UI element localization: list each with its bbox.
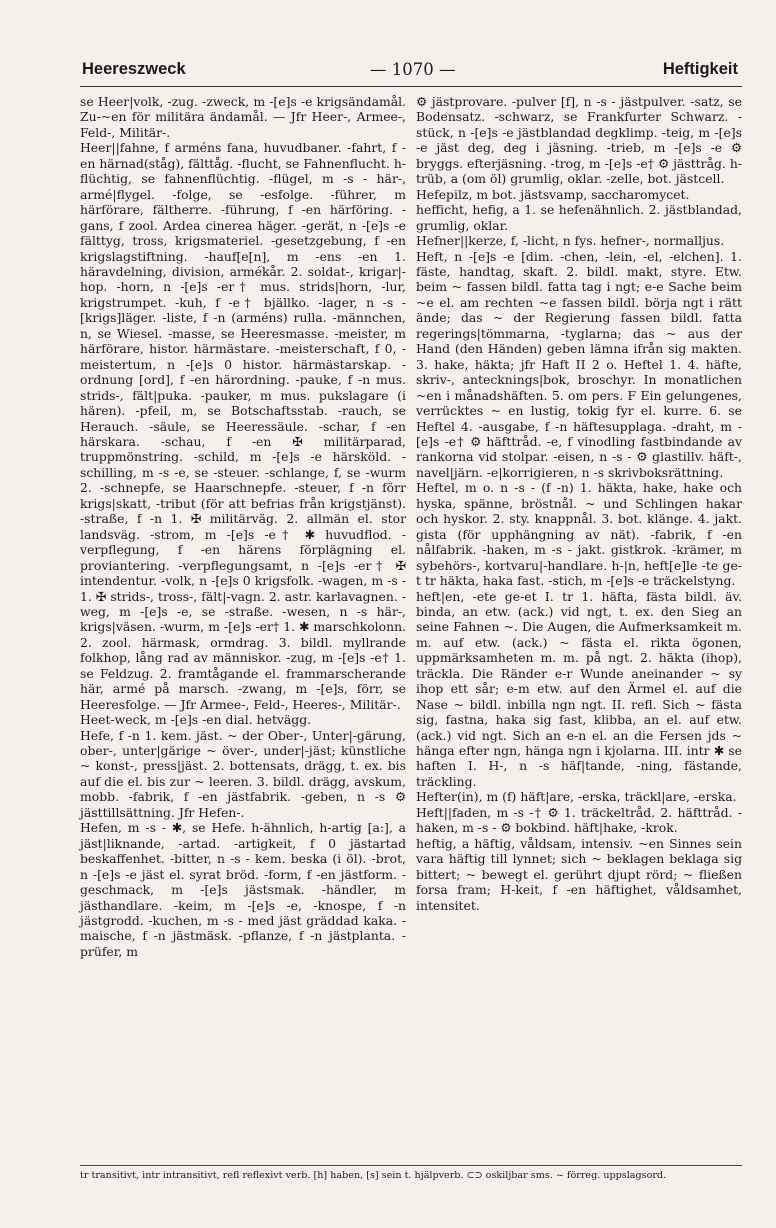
entry-block: Heer||fahne, f arméns fana, huvudbaner. -fahrt, f -en härnad(ståg), fälttåg. -flucht, se Fahnenflucht. h-flüchtig, se fahnenflüchtig. -flügel, m -s - här-, armé|flygel. -folge, se -esfolge. -führer, m härförare, fältherre. -führung, f -en härföring. -gans, f zool. Ardea cinerea häger. -gerät, n -[e]s -e fälttyg, tross, krigsmateriel. -gesetzgebung, f -en krigslagstiftning. -hauf[e[n], m -ens -en 1. häravdelning, division, armékår. 2. soldat-, krigar|-hop. -horn, n -[e]s -er† mus. strids|horn, -lur, krigstrumpet. -kuh, f -e† bjällko. -lager, n -s - [krigs]läger. -liste, f -n (arméns) rulla. -männchen, n, se Wiesel. -masse, se Heeresmasse. -meister, m härförare, histor. härmästare. -meisterschaft, f 0, -meistertum, n -[e]s 0 histor. härmästarskap. -ordnung [ord], f -en härordning. -pauke, f -n mus. strids-, fält|puka. -pauker, m mus. pukslagare (i hären). -pfeil, m, se Botschaftsstab. -rauch, se Herauch. -säule, se Heeressäule. -schar, f -en härskara. -schau, f -en ✠ militärparad, truppmönstring. -schild, m -[e]s -e härsköld. -schilling, m -s -e, se -steuer. -schlange, f, se -wurm 2. -schnepfe, se Haarschnepfe. -steuer, f -n förr krigs|skatt, -tribut (för att befrias från krigstjänst). -straße, f -n 1. ✠ militärväg. 2. allmän el. stor landsväg. -strom, m -[e]s -e† ✱ huvudflod. -verpflegung, f -en härens förplägning el. proviantering. -verpflegungsamt, n -[e]s -er† ✠ intendentur. -volk, n -[e]s 0 krigsfolk. -wagen, m -s - 1. ✠ strids-, tross-, fält|-vagn. 2. astr. karlavagnen. -weg, m -[e]s -e, se -straße. -wesen, n -s här-, krigs|väsen. -wurm, m -[e]s -er† 1. ✱ marschkolonn. 2. zool. härmask, ormdrag. 3. bildl. myllrande folkhop, lång rad av människor. -zug, m -[e]s -e† 1. se Feldzug. 2. framtågande el. frammarscherande här, armé på marsch. -zwang, m -[e]s, förr, se Heeresfolge. — Jfr Armee-, Feld-, Heeres-, Militär-. — [80, 140, 406, 712]
header-rule — [80, 86, 742, 87]
entry-block: Heftel, m o. n -s - (f -n) 1. häkta, hake, hake och hyska, spänne, bröstnål. ~ und Schlingen hakar och hyskor. 2. sty. knappnål. 3. bot. klänge. 4. jakt. gista (för upphängning av nät). -fabrik, f -en nålfabrik. -haken, m -s - jakt. gistkrok. -krämer, m sybehörs-, kortvaru|-handlare. h-|n, heft[e]le -te ge-t tr häkta, haka fast. -stich, m -[e]s -e träckelstyng. — [416, 480, 742, 589]
right-column — [416, 94, 742, 959]
entry-block: ⚙ jästprovare. -pulver [f], n -s - jästpulver. -satz, se Bodensatz. -schwarz, se Frankfurter Schwarz. -stück, n -[e]s -e jästblandad degklimp. -teig, m -[e]s -e jäst deg, deg i jäsning. -trieb, m -[e]s -e ⚙ bryggs. efterjäsning. -trog, m -[e]s -e† ⚙ jästtråg. h-trüb, a (om öl) grumlig, oklar. -zelle, bot. jästcell. — [416, 94, 742, 187]
entry-block: se Heer|volk, -zug. -zweck, m -[e]s -e krigsändamål. Zu-~en för militära ändamål. — Jfr Heer-, Armee-, Feld-, Militär-. — [80, 94, 406, 140]
entry-columns — [80, 94, 742, 959]
header-left-guideword: Heereszweck — [82, 60, 186, 78]
entry-block: Hefen, m -s - ✱, se Hefe. h-ähnlich, h-artig [a:], a jäst|liknande, -artad. -artigkeit, f 0 jästartad beskaffenhet. -bitter, n -s - kem. beska (i öl). -brot, n -[e]s -e jäst el. syrat bröd. -form, f -en jästform. -geschmack, m -[e]s jästsmak. -händler, m jästhandlare. -keim, m -[e]s -e, -knospe, f -n jästgrodd. -kuchen, m -s - med jäst gräddad kaka. -maische, f -n jästmäsk. -pflanze, f -n jästplanta. -prüfer, m — [80, 820, 406, 959]
entry-block: heft|en, -ete ge-et I. tr 1. häfta, fästa bildl. äv. binda, an etw. (ack.) vid ngt, t. ex. den Sieg an seine Fahnen ~. Die Augen, die Aufmerksamkeit m. m. auf etw. (ack.) ~ fästa el. rikta ögonen, uppmärksamheten m. m. på ngt. 2. häkta (ihop), träckla. Die Ränder e-r Wunde aneinander ~ sy ihop ett sår; e-m etw. auf den Ärmel el. auf die Nase ~ bildl. inbilla ngn ngt. II. refl. Sich ~ fästa sig, fastna, haka sig fast, klibba, an el. auf etw. (ack.) vid ngt. Sich an e-n el. an die Fersen jds ~ hänga efter ngn, hänga ngn i kjolarna. III. intr ✱ se haften I. H-, n -s häf|tande, -ning, fästande, träckling. — [416, 588, 742, 789]
entry-block: hefficht, hefig, a 1. se hefenähnlich. 2. jästblandad, grumlig, oklar. — [416, 202, 742, 233]
page-number: — 1070 — — [370, 60, 456, 79]
left-column — [80, 94, 406, 959]
entry-block: Heet-weck, m -[e]s -en dial. hetvägg. — [80, 712, 312, 728]
entry-block: Hefepilz, m bot. jästsvamp, saccharomycet. — [416, 186, 690, 202]
entry-block: Heft, n -[e]s -e [dim. -chen, -lein, -el, -elchen]. 1. fäste, handtag, skaft. 2. bildl. makt, styre. Etw. beim ~ fassen bildl. fatta tag i ngt; e-e Sache beim ~e el. am rechten ~e fassen bildl. börja ngt i rätt ände; das ~ der Regierung fassen bildl. fatta regerings|tömmarna, -tyglarna; das ~ aus der Hand (den Händen) geben lämna ifrån sig makten. 3. hake, häkta; jfr Haft II 2 o. Heftel 1. 4. häfte, skriv-, antecknings|bok, broschyr. In monatlichen ~en i månadshäften. 5. om pers. F Ein gelungenes, verrücktes ~ en lustig, tokig fyr el. kurre. 6. se Heftel 4. -ausgabe, f -n häftesupplaga. -draht, m -[e]s -e† ⚙ häfttråd. -e, f vinodling fastbindande av rankorna vid stolpar. -eisen, n -s - ⚙ glastillv. häft-, navel|järn. -e|korrigieren, n -s skrivboksrättning. — [416, 248, 742, 480]
page-header — [80, 52, 742, 86]
abbreviation-footer: tr transitivt, intr intransitivt, refl reflexivt verb. [h] haben, [s] sein t. hjälpverb. ⊂⊃ oskiljbar sms. ~ förreg. uppslagsord. — [80, 1170, 667, 1181]
entry-block: Hefner||kerze, f, -licht, n fys. hefner-, normalljus. — [416, 233, 725, 249]
entry-block: heftig, a häftig, våldsam, intensiv. ~en Sinnes sein vara häftig till lynnet; sich ~ beklagen beklaga sig bittert; ~ bewegt el. gerührt djupt rörd; ~ fließen forsa fram; H-keit, f -en häftighet, våldsamhet, intensitet. — [416, 835, 742, 913]
entry-block: Hefe, f -n 1. kem. jäst. ~ der Ober-, Unter|-gärung, ober-, unter|gärige ~ över-, under|-jäst; künstliche ~ konst-, press|jäst. 2. bottensats, drägg, t. ex. bis auf die el. bis zur ~ leeren. 3. bildl. drägg, avskum, mobb. -fabrik, f -en jästfabrik. -geben, n -s ⚙ jästtillsättning. Jfr Hefen-. — [80, 727, 406, 820]
footer-rule — [80, 1165, 742, 1166]
header-right-guideword: Heftigkeit — [662, 60, 738, 78]
entry-block: Hefter(in), m (f) häft|are, -erska, träckl|are, -erska. — [416, 789, 737, 805]
entry-block: Heft||faden, m -s -† ⚙ 1. träckeltråd. 2. häfttråd. -haken, m -s - ⚙ bokbind. häft|hake, -krok. — [416, 804, 742, 836]
